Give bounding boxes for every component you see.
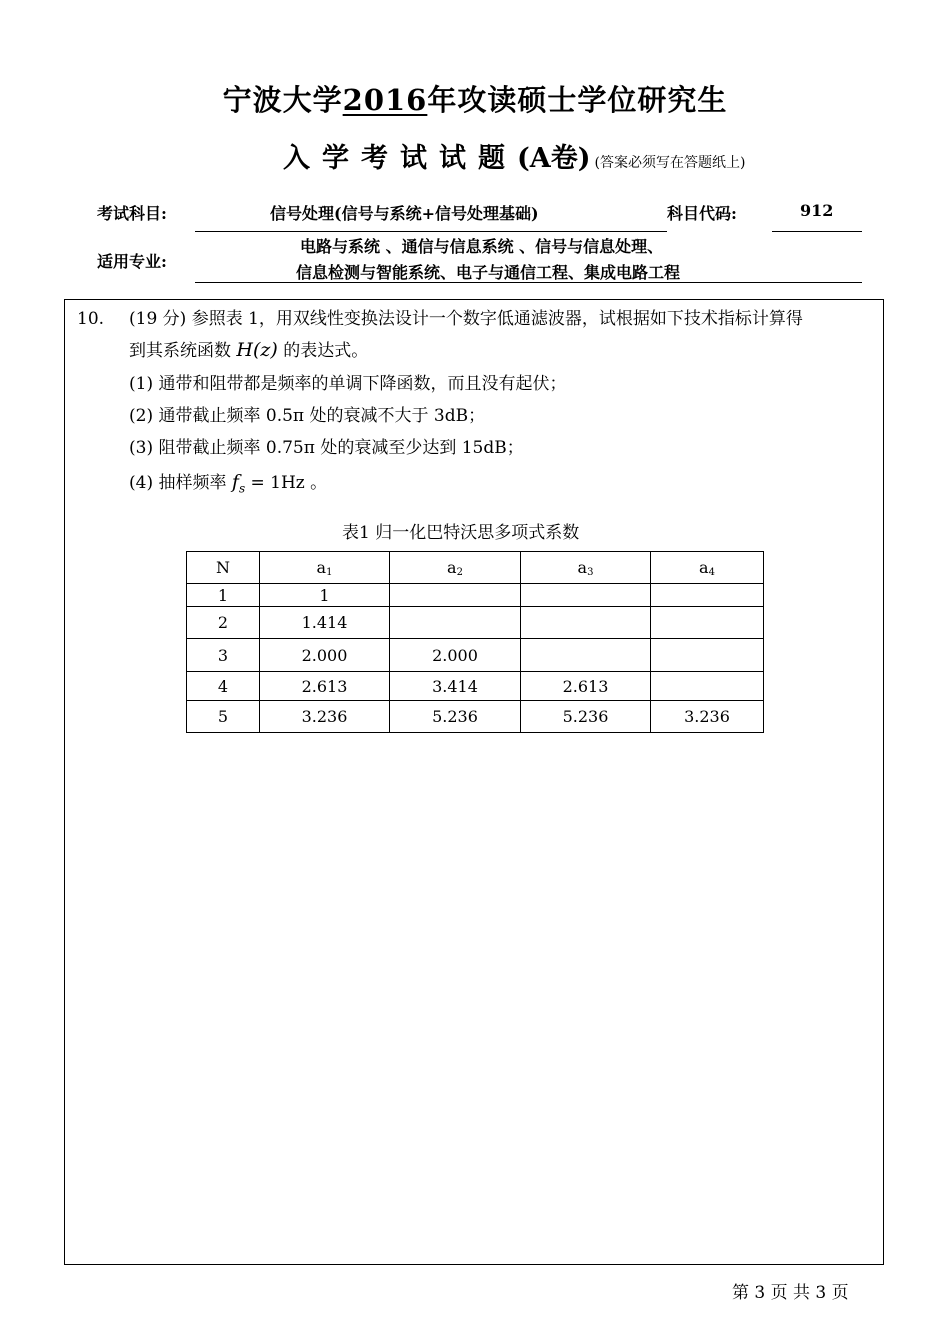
cell-n: 5 [187, 701, 260, 733]
major-underline [195, 282, 862, 283]
condition-2: (2) 通带截止频率 0.5π 处的衰减不大于 3dB； [129, 406, 486, 426]
cell-a1: 1.414 [260, 607, 390, 639]
subtitle-main: 入学考试试题 [283, 143, 517, 174]
code-label: 科目代码: [667, 204, 737, 223]
condition-1: (1) 通带和阻带都是频率的单调下降函数，而且没有起伏； [129, 374, 567, 394]
condition-4 [129, 471, 327, 496]
stem-text-before: 到其系统函数 [129, 341, 231, 361]
condition-4-end: 。 [310, 473, 328, 493]
subject-label: 考试科目: [97, 204, 167, 223]
title-prefix: 宁波大学 [222, 83, 343, 117]
cell-a1: 2.000 [260, 639, 390, 672]
cell-a3 [521, 607, 651, 639]
cell-a2 [390, 584, 521, 607]
subject-value: 信号处理(信号与系统+信号处理基础) [270, 204, 539, 223]
table-row [187, 639, 764, 672]
header-a1 [260, 552, 390, 584]
header-a3-sub: 3 [587, 566, 594, 578]
cell-a1: 2.613 [260, 672, 390, 701]
header-a4-sub: 4 [708, 566, 715, 578]
table-row [187, 584, 764, 607]
table-row [187, 672, 764, 701]
exam-title [0, 78, 950, 119]
cell-a2: 3.414 [390, 672, 521, 701]
header-a2 [390, 552, 521, 584]
cell-a3: 5.236 [521, 701, 651, 733]
major-line-1: 电路与系统 、通信与信息系统 、信号与信息处理、 [300, 237, 664, 256]
header-a1-sub: 1 [326, 566, 333, 578]
subject-underline [195, 231, 667, 232]
cell-a3: 2.613 [521, 672, 651, 701]
cell-n: 2 [187, 607, 260, 639]
cell-a1: 3.236 [260, 701, 390, 733]
header-n: N [187, 552, 260, 584]
stem-text-after: 的表达式。 [283, 341, 369, 361]
code-value: 912 [800, 201, 834, 220]
header-a4-letter: a [699, 557, 709, 577]
subtitle-paper: (A卷) [517, 143, 591, 174]
header-a4 [651, 552, 764, 584]
title-suffix: 年攻读硕士学位研究生 [427, 83, 728, 117]
major-line-2: 信息检测与智能系统、电子与通信工程、集成电路工程 [296, 263, 681, 282]
cell-a4 [651, 672, 764, 701]
page-number: 第 3 页 共 3 页 [732, 1283, 849, 1303]
cell-n: 4 [187, 672, 260, 701]
question-stem-line-2 [129, 339, 368, 362]
cell-a2: 5.236 [390, 701, 521, 733]
table-row [187, 701, 764, 733]
fs-value: = 1Hz [245, 473, 305, 493]
cell-a4 [651, 584, 764, 607]
code-underline [772, 231, 862, 232]
h-of-z-formula: H(z) [236, 339, 278, 361]
cell-a2: 2.000 [390, 639, 521, 672]
table-caption: 表1 归一化巴特沃思多项式系数 [342, 523, 580, 543]
cell-a4 [651, 639, 764, 672]
cell-n: 1 [187, 584, 260, 607]
question-number: 10. [77, 309, 105, 329]
header-a1-letter: a [316, 557, 327, 577]
cell-a3 [521, 639, 651, 672]
cell-a4 [651, 607, 764, 639]
header-a2-letter: a [447, 557, 457, 577]
butterworth-table [186, 551, 764, 733]
table-row [187, 607, 764, 639]
header-a2-sub: 2 [456, 566, 463, 578]
exam-subtitle [283, 136, 745, 175]
cell-n: 3 [187, 639, 260, 672]
header-a3 [521, 552, 651, 584]
major-label: 适用专业: [97, 252, 167, 271]
cell-a2 [390, 607, 521, 639]
title-year: 2016 [342, 83, 428, 117]
cell-a1: 1 [260, 584, 390, 607]
cell-a3 [521, 584, 651, 607]
header-a3-letter: a [577, 557, 588, 577]
cell-a4: 3.236 [651, 701, 764, 733]
table-header-row [187, 552, 764, 584]
subtitle-note: (答案必须写在答题纸上) [594, 155, 746, 171]
question-stem-line-1: (19 分) 参照表 1，用双线性变换法设计一个数字低通滤波器，试根据如下技术指标计算得 [129, 309, 803, 329]
fs-symbol: f [231, 471, 239, 493]
fs-subscript: s [238, 481, 246, 496]
condition-3: (3) 阻带截止频率 0.75π 处的衰减至少达到 15dB； [129, 438, 524, 458]
condition-4-text: (4) 抽样频率 [129, 473, 227, 493]
